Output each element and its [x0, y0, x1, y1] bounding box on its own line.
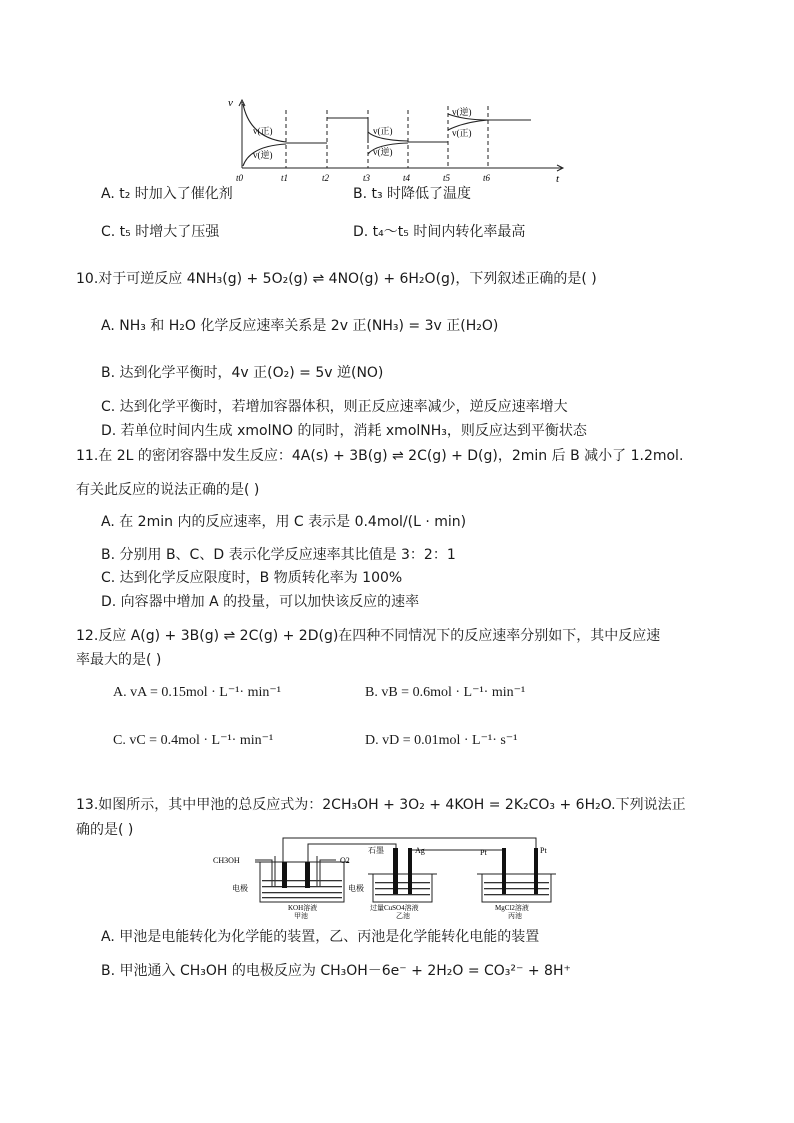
- q12-option-d: D. vD = 0.01mol · L⁻¹· s⁻¹: [365, 733, 518, 748]
- label-reverse-3: v(逆): [373, 147, 393, 157]
- q10-option-a: A. NH₃ 和 H₂O 化学反应速率关系是 2v 正(NH₃) = 3v 正(H₂O): [101, 318, 499, 334]
- q12-stem-1: 12.反应 A(g) + 3B(g) ⇌ 2C(g) + 2D(g)在四种不同情况下的反应速率分别如下，其中反应速: [76, 628, 661, 644]
- label-sol-yi: 过量CuSO4溶液: [370, 904, 419, 912]
- label-forward-0: v(正): [253, 126, 273, 136]
- q12-stem-2: 率最大的是( ): [76, 652, 162, 668]
- label-pt-right: Pt: [540, 846, 547, 855]
- velocity-time-graph: [226, 96, 571, 182]
- label-name-yi: 乙池: [396, 912, 410, 920]
- electrode-jia-left: [282, 862, 287, 888]
- label-forward-3: v(正): [373, 126, 393, 136]
- label-ag: Ag: [415, 846, 425, 855]
- label-reverse-5: v(逆): [452, 107, 472, 117]
- q13-option-a: A. 甲池是电能转化为化学能的装置，乙、丙池是化学能转化电能的装置: [101, 929, 540, 945]
- label-name-bing: 丙池: [508, 912, 522, 920]
- q12-option-b: B. vB = 0.6mol · L⁻¹· min⁻¹: [365, 685, 526, 700]
- tick-t2: t2: [322, 173, 330, 182]
- q12-option-a: A. vA = 0.15mol · L⁻¹· min⁻¹: [113, 685, 281, 700]
- q10-stem: 10.对于可逆反应 4NH₃(g) + 5O₂(g) ⇌ 4NO(g) + 6H₂O(g)，下列叙述正确的是( ): [76, 271, 597, 287]
- q13-stem-2: 确的是( ): [76, 822, 134, 838]
- q13-option-b: B. 甲池通入 CH₃OH 的电极反应为 CH₃OH－6e⁻ + 2H₂O = CO₃²⁻ + 8H⁺: [101, 963, 571, 979]
- q10-option-d: D. 若单位时间内生成 xmolNO 的同时，消耗 xmolNH₃，则反应达到平衡状态: [101, 423, 587, 439]
- q11-option-c: C. 达到化学反应限度时，B 物质转化率为 100%: [101, 570, 403, 586]
- label-ch3oh: CH3OH: [213, 856, 240, 865]
- label-reverse-0: v(逆): [253, 150, 273, 160]
- electrode-graphite: [393, 848, 398, 894]
- curve-forward-0: [243, 104, 286, 142]
- q11-option-b: B. 分别用 B、C、D 表示化学反应速率其比值是 3：2：1: [101, 547, 456, 563]
- q13-stem-1: 13.如图所示，其中甲池的总反应式为：2CH₃OH + 3O₂ + 4KOH = 2K₂CO₃ + 6H₂O.下列说法正: [76, 797, 686, 813]
- tick-t4: t4: [403, 173, 411, 182]
- label-sol-jia: KOH溶液: [288, 904, 318, 912]
- electrode-jia-right: [305, 862, 310, 888]
- label-sol-bing: MgCl2溶液: [495, 904, 529, 912]
- tick-t1: t1: [281, 173, 289, 182]
- q9-option-c: C. t₅ 时增大了压强: [101, 224, 220, 240]
- label-forward-5: v(正): [452, 128, 472, 138]
- q10-option-c: C. 达到化学平衡时，若增加容器体积，则正反应速率减少，逆反应速率增大: [101, 399, 568, 415]
- q9-option-a: A. t₂ 时加入了催化剂: [101, 186, 233, 202]
- electrode-ag: [408, 848, 412, 894]
- tick-t3: t3: [363, 173, 371, 182]
- axis-label-t: t: [556, 173, 560, 182]
- label-pt-left: Pt: [480, 848, 487, 857]
- label-electrode-left: 电极: [232, 884, 248, 893]
- tick-t6: t6: [483, 173, 491, 182]
- axis-label-v: v: [228, 97, 233, 109]
- label-graphite: 石墨: [368, 846, 384, 855]
- electrode-pt-left: [502, 848, 506, 894]
- beaker-jia: [260, 862, 344, 902]
- q10-option-b: B. 达到化学平衡时，4v 正(O₂) = 5v 逆(NO): [101, 365, 384, 381]
- tick-t0: t0: [236, 173, 244, 182]
- q11-stem-2: 有关此反应的说法正确的是( ): [76, 482, 260, 498]
- q9-option-b: B. t₃ 时降低了温度: [353, 186, 472, 202]
- label-electrode-right: 电极: [348, 884, 364, 893]
- tick-t5: t5: [443, 173, 451, 182]
- q11-option-a: A. 在 2min 内的反应速率，用 C 表示是 0.4mol/(L · min): [101, 514, 467, 530]
- electrode-pt-right: [534, 848, 538, 894]
- q12-option-c: C. vC = 0.4mol · L⁻¹· min⁻¹: [113, 733, 274, 748]
- q11-option-d: D. 向容器中增加 A 的投量，可以加快该反应的速率: [101, 594, 420, 610]
- electrochemical-cells-diagram: [210, 834, 585, 920]
- q9-option-d: D. t₄～t₅ 时间内转化率最高: [353, 224, 526, 240]
- label-o2: O2: [340, 856, 350, 865]
- label-name-jia: 甲池: [294, 912, 308, 920]
- q11-stem-1: 11.在 2L 的密闭容器中发生反应：4A(s) + 3B(g) ⇌ 2C(g) + D(g)，2min 后 B 减小了 1.2mol.: [76, 448, 684, 464]
